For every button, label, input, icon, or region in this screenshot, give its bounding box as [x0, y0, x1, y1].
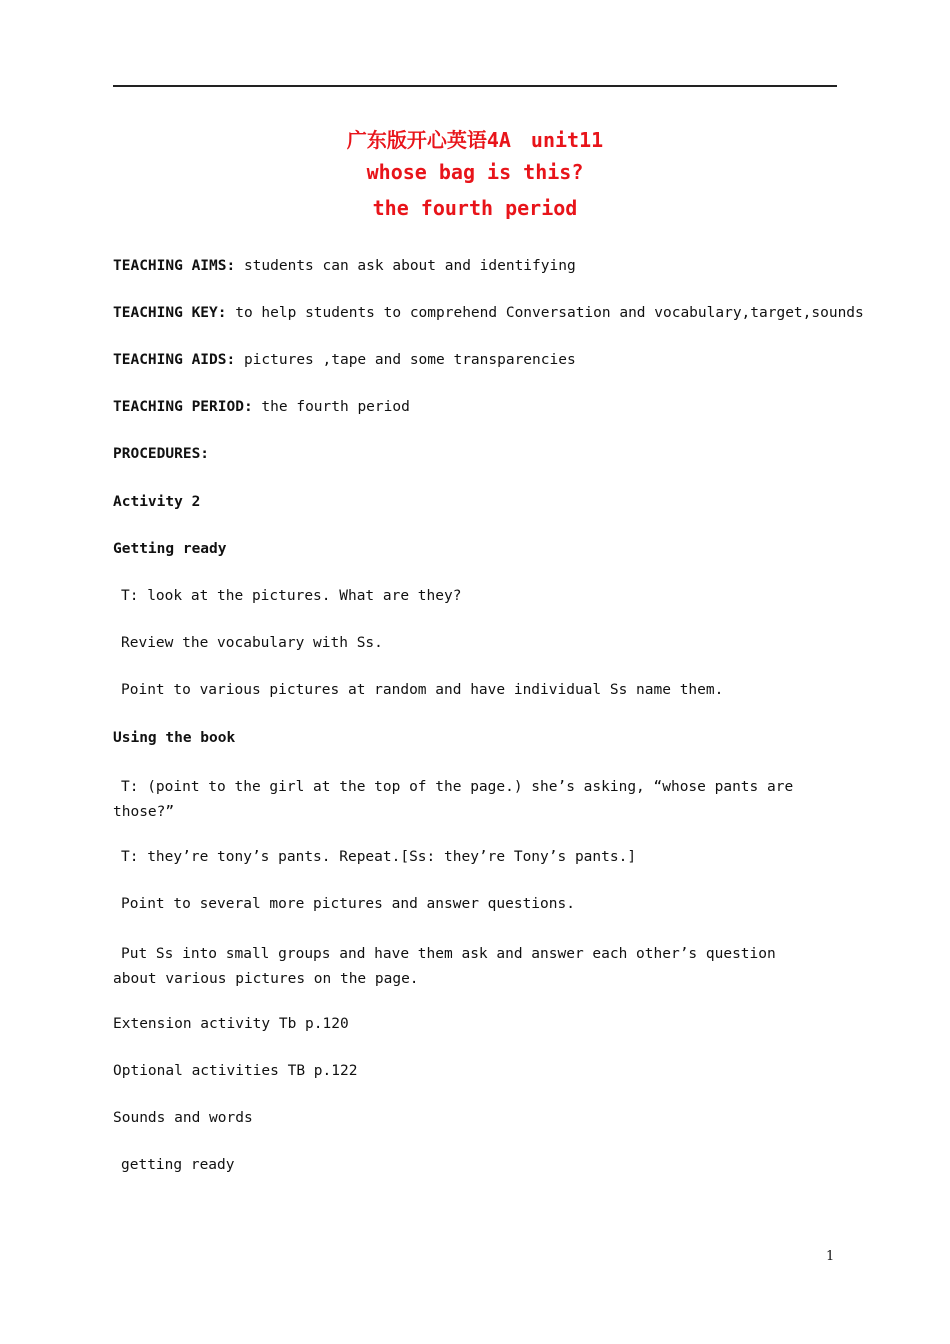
teaching-period: [113, 399, 843, 415]
activity-heading: Activity 2: [113, 494, 201, 510]
header-rule: [113, 85, 837, 87]
teaching-aims: [113, 258, 843, 274]
teaching-key-label: TEACHING KEY:: [113, 305, 227, 321]
procedures-heading: PROCEDURES:: [113, 446, 210, 462]
using-book-heading: Using the book: [113, 730, 236, 746]
doc-title: 广东版开心英语4A unit11: [346, 128, 604, 152]
teaching-key-text: to help students to comprehend Conversation and vocabulary,target,sounds: [226, 305, 864, 321]
teaching-period-label: TEACHING PERIOD:: [113, 399, 253, 415]
paragraph: Sounds and words: [113, 1110, 253, 1126]
paragraph: Put Ss into small groups and have them ask and answer each other’s question about various pictures on the page.: [113, 946, 776, 987]
paragraph: T: (point to the girl at the top of the page.) she’s asking, “whose pants are those?”: [113, 779, 794, 820]
paragraph: T: they’re tony’s pants. Repeat.[Ss: they’re Tony’s pants.]: [121, 849, 637, 865]
paragraph: getting ready: [121, 1157, 235, 1173]
teaching-aids-label: TEACHING AIDS:: [113, 352, 236, 368]
teaching-period-text: the fourth period: [252, 399, 410, 415]
doc-subtitle: whose bag is this?: [366, 160, 584, 184]
paragraph: Point to several more pictures and answer questions.: [121, 896, 575, 912]
teaching-aids: [113, 352, 843, 368]
page-number: 1: [826, 1249, 835, 1264]
teaching-aims-label: TEACHING AIMS:: [113, 258, 236, 274]
paragraph: T: look at the pictures. What are they?: [121, 588, 462, 604]
paragraph: Optional activities TB p.122: [113, 1063, 358, 1079]
teaching-aids-text: pictures ,tape and some transparencies: [235, 352, 576, 368]
paragraph: Extension activity Tb p.120: [113, 1016, 349, 1032]
teaching-key: [113, 305, 864, 321]
doc-period-title: the fourth period: [372, 196, 578, 220]
paragraph: Point to various pictures at random and have individual Ss name them.: [121, 682, 724, 698]
getting-ready-heading: Getting ready: [113, 541, 227, 557]
teaching-aims-text: students can ask about and identifying: [235, 258, 576, 274]
paragraph: Review the vocabulary with Ss.: [121, 635, 383, 651]
